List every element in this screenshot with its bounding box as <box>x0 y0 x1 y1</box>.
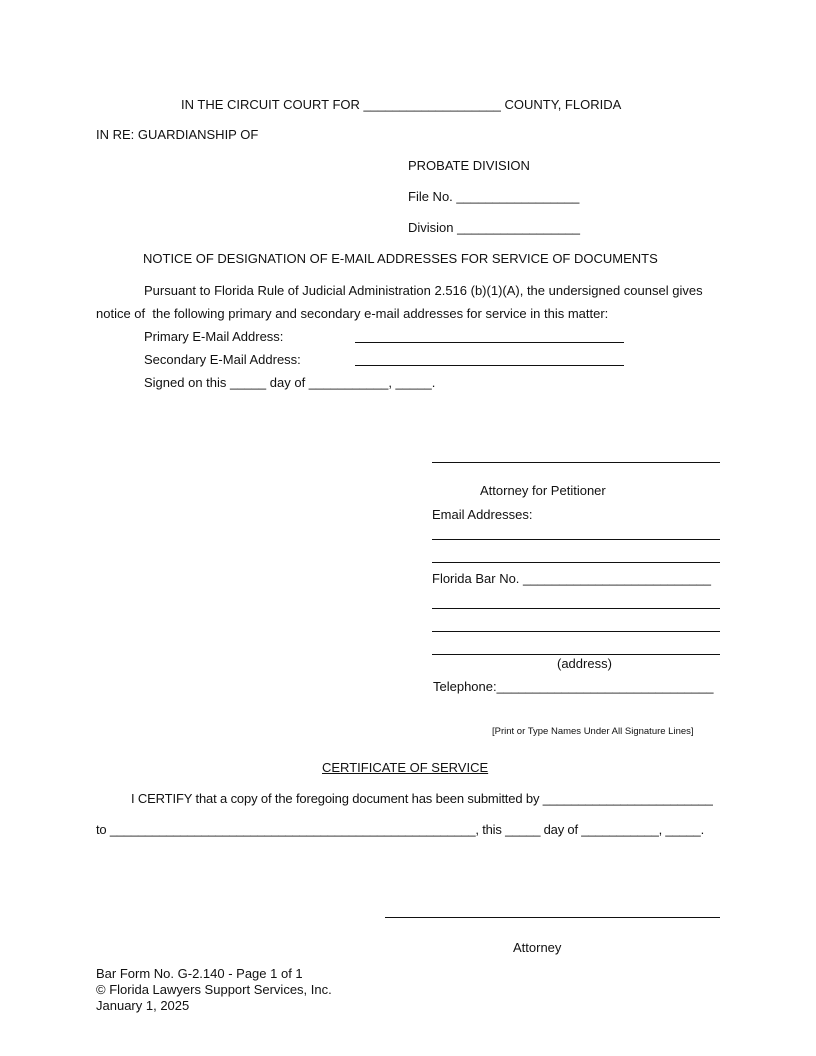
attorney-signature-line <box>432 462 720 463</box>
email-address-line-2 <box>432 562 720 563</box>
attorney-for-petitioner: Attorney for Petitioner <box>480 483 606 498</box>
file-number-field: File No. _________________ <box>408 189 580 204</box>
print-names-note: [Print or Type Names Under All Signature Lines] <box>492 726 694 737</box>
primary-email-label: Primary E-Mail Address: <box>144 329 284 344</box>
court-heading: IN THE CIRCUIT COURT FOR ___________________ COUNTY, FLORIDA <box>181 97 622 112</box>
certificate-line-2: to ____________________________________________________, this _____ day of ___________, _____. <box>96 822 704 837</box>
certificate-title: CERTIFICATE OF SERVICE <box>322 760 489 775</box>
notice-title: NOTICE OF DESIGNATION OF E-MAIL ADDRESSES FOR SERVICE OF DOCUMENTS <box>143 251 658 266</box>
telephone-field: Telephone:______________________________ <box>433 679 714 694</box>
certificate-signature-line <box>385 917 720 918</box>
certificate-line-1: I CERTIFY that a copy of the foregoing document has been submitted by ________________________ <box>131 791 713 806</box>
address-label: (address) <box>557 656 612 671</box>
address-line-3 <box>432 654 720 655</box>
primary-email-line <box>355 342 624 343</box>
address-line-2 <box>432 631 720 632</box>
probate-division: PROBATE DIVISION <box>408 158 530 173</box>
in-re-line: IN RE: GUARDIANSHIP OF <box>96 127 259 142</box>
footer-date: January 1, 2025 <box>96 998 190 1013</box>
footer-copyright: © Florida Lawyers Support Services, Inc. <box>96 982 332 997</box>
email-address-line-1 <box>432 539 720 540</box>
footer-form-number: Bar Form No. G-2.140 - Page 1 of 1 <box>96 966 303 981</box>
secondary-email-line <box>355 365 624 366</box>
address-line-1 <box>432 608 720 609</box>
notice-paragraph-line-1: Pursuant to Florida Rule of Judicial Administration 2.516 (b)(1)(A), the undersigned counsel gives <box>144 283 703 298</box>
secondary-email-label: Secondary E-Mail Address: <box>144 352 301 367</box>
signed-on-line: Signed on this _____ day of ___________, _____. <box>144 375 436 390</box>
email-addresses-label: Email Addresses: <box>432 507 533 522</box>
certificate-attorney-label: Attorney <box>513 940 562 955</box>
division-field: Division _________________ <box>408 220 581 235</box>
florida-bar-number: Florida Bar No. __________________________ <box>432 571 712 586</box>
notice-paragraph-line-2: notice of the following primary and secondary e-mail addresses for service in this matter: <box>96 306 609 321</box>
